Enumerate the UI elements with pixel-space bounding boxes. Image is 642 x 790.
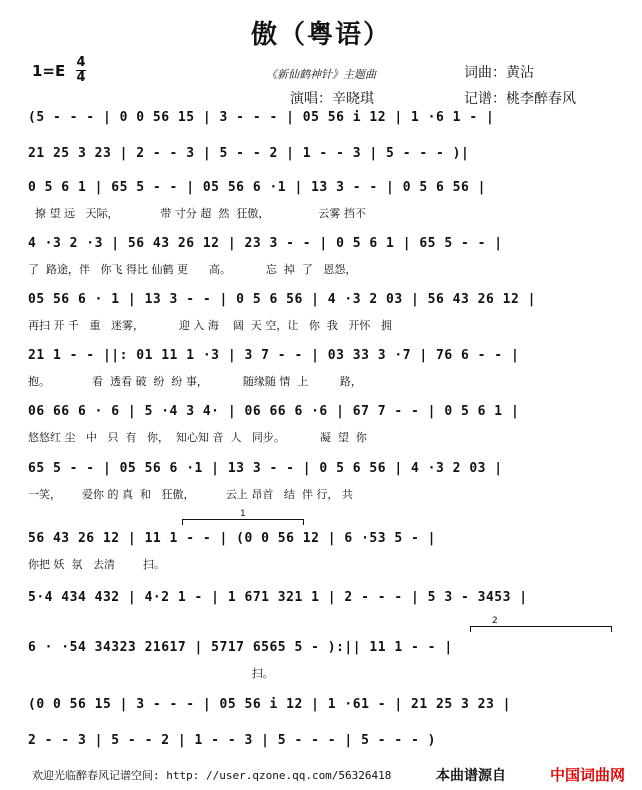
footer-source: 本曲谱源自 — [436, 768, 506, 784]
second-ending-label: 2 — [492, 616, 498, 626]
notation-row — [28, 146, 618, 168]
lyric-line: 抱。 看 透看 破 纷 纷 事， 随缘随 情 上 路， — [28, 375, 362, 388]
notation-line: 65 5 - - | 05 56 6 ·1 | 13 3 - - | 0 5 6 56 | 4 ·3 2 03 | — [28, 461, 503, 476]
notation-row — [28, 590, 618, 612]
lyric-line: 一笑， 爱你 的 真 和 狂傲， 云上 昂首 结 伴 行， 共 — [28, 488, 353, 501]
time-signature-top: 4 — [76, 55, 86, 70]
notation-row — [28, 292, 618, 314]
notation-line: 4 ·3 2 ·3 | 56 43 26 12 | 23 3 - - | 0 5 6 1 | 65 5 - - | — [28, 236, 503, 251]
notation-line: 0 5 6 1 | 65 5 - - | 05 56 6 ·1 | 13 3 - - | 0 5 6 56 | — [28, 180, 486, 195]
notation-row — [28, 110, 618, 132]
notation-row — [28, 640, 618, 662]
key-signature: 1=E — [32, 62, 66, 80]
notation-line: 5·4 434 432 | 4·2 1 - | 1 671 321 1 | 2 - - - | 5 3 - 3453 | — [28, 590, 528, 605]
notation-row — [28, 348, 618, 370]
transcriber: 记谱：桃李醉春风 — [464, 91, 576, 107]
singer: 演唱：辛晓琪 — [290, 91, 374, 107]
lyric-line: 撩 望 远 天际， 带 寸分 超 然 狂傲， 云雾 挡不 — [28, 207, 366, 220]
notation-line: 56 43 26 12 | 11 1 - - | (0 0 56 12 | 6 ·53 5 - | — [28, 531, 437, 546]
notation-line: 2 - - 3 | 5 - - 2 | 1 - - 3 | 5 - - - | 5 - - - ) — [28, 733, 437, 748]
notation-line: 21 25 3 23 | 2 - - 3 | 5 - - 2 | 1 - - 3 | 5 - - - )| — [28, 146, 470, 161]
lyric-line: 再扫 开 千 重 迷雾， 迎 入 海 阔 天 空，让 你 我 开怀 拥 — [28, 319, 392, 332]
time-signature — [76, 57, 86, 84]
notation-line: 05 56 6 · 1 | 13 3 - - | 0 5 6 56 | 4 ·3 2 03 | 56 43 26 12 | — [28, 292, 536, 307]
lyric-line: 你把 妖 氛 去清 扫。 — [28, 558, 165, 571]
subtitle: 《新仙鹤神针》主题曲 — [266, 68, 376, 81]
lyric-line: 扫。 — [28, 667, 274, 680]
notation-row — [28, 697, 618, 719]
footer-visit: 欢迎光临醉春风记谱空间: http: //user.qzone.qq.com/56326418 — [32, 769, 392, 782]
notation-line: 06 66 6 · 6 | 5 ·4 3 4· | 06 66 6 ·6 | 67 7 - - | 0 5 6 1 | — [28, 404, 520, 419]
notation-row — [28, 733, 618, 755]
first-ending-bracket — [182, 519, 304, 525]
notation-row — [28, 180, 618, 202]
score-title: 傲（粤语） — [250, 20, 391, 50]
notation-line: 21 1 - - ||: 01 11 1 ·3 | 3 7 - - | 03 33 3 ·7 | 76 6 - - | — [28, 348, 520, 363]
notation-line: (5 - - - | 0 0 56 15 | 3 - - - | 05 56 i 12 | 1 ·6 1 - | — [28, 110, 495, 125]
notation-row — [28, 461, 618, 483]
notation-row — [28, 236, 618, 258]
notation-row — [28, 531, 618, 553]
notation-line: (0 0 56 15 | 3 - - - | 05 56 i 12 | 1 ·61 - | 21 25 3 23 | — [28, 697, 511, 712]
lyric-line: 了 路途，伴 你飞 得比 仙鹤 更 高。 忘 掉 了 恩怨， — [28, 263, 357, 276]
notation-line: 6 · ·54 34323 21617 | 5717 6565 5 - ):|| 11 1 - - | — [28, 640, 453, 655]
second-ending-bracket — [470, 626, 612, 632]
footer-site: 中国词曲网 — [550, 766, 626, 784]
lyricist: 词曲：黄沾 — [464, 65, 534, 81]
time-signature-bottom: 4 — [76, 70, 86, 85]
first-ending-label: 1 — [240, 509, 246, 519]
notation-row — [28, 404, 618, 426]
lyric-line: 悠悠红 尘 中 只 有 你， 知心知 音 人 同步。 凝 望 你 — [28, 431, 367, 444]
